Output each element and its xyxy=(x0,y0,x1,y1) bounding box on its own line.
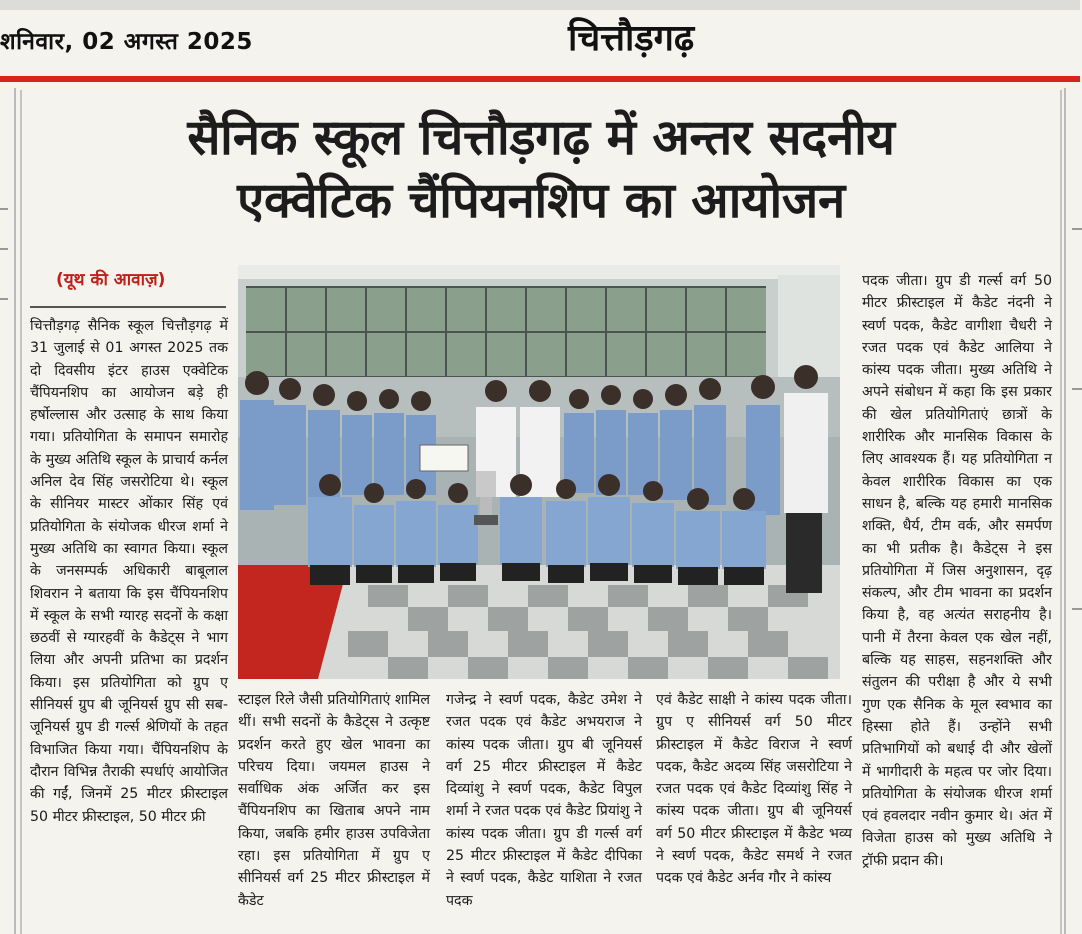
article-column-1: चित्तौड़गढ़ सैनिक स्कूल चित्तौड़गढ़ में 31 जुलाई से 01 अगस्त 2025 तक दो दिवसीय इंटर हाउस एक्वेटिक चैंपियनशिप का आयोजन बड़े ही हर्षोल्लास और उत्साह के साथ किया गया। प्रतियोगिता के समापन समारोह के मुख्य अतिथि स्कूल के प्राचार्य कर्नल अनिल देव सिंह जसरोटिया थे। स्कूल के सीनियर मास्टर ओंकार सिंह एवं प्रतियोगिता के संयोजक धीरज शर्मा ने मुख्य अतिथि का स्वागत किया। स्कूल के जनसम्पर्क अधिकारी बाबूलाल शिवरान ने बताया कि इस चैंपियनशिप में स्कूल के सभी ग्यारह सदनों के कक्षा छठवीं से ग्यारहवीं के कैडेट्स ने भाग लिया और अपनी प्रतिभा का प्रदर्शन किया। इस प्रतियोगिता को ग्रुप ए सीनियर्स ग्रुप बी जूनियर्स ग्रुप सी सब-जूनियर्स ग्रुप डी गर्ल्स श्रेणियों के तहत विभाजित किया गया। चैंपियनशिप के दौरान विभिन्न तैराकी स्पर्धाएं आयोजित की गईं, जिनमें 25 मीटर फ्रीस्टाइल 50 मीटर फ्रीस्टाइल, 50 मीटर फ्री xyxy=(30,318,233,825)
article-column-4: एवं कैडेट साक्षी ने कांस्य पदक जीता। ग्रुप ए सीनियर्स वर्ग 50 मीटर फ्रीस्टाइल में कैडेट विराज ने स्वर्ण पदक, कैडेट अदव्य सिंह जसरोटिया ने रजत पदक एवं कैडेट दिव्यांशु सिंह ने कांस्य पदक जीता। ग्रुप बी जूनियर्स वर्ग 50 मीटर फ्रीस्टाइल में कैडेट भव्य ने स्वर्ण पदक, कैडेट समर्थ ने रजत पदक एवं कैडेट अर्नव गौर ने कांस्य xyxy=(656,692,857,887)
source-rule xyxy=(30,306,226,308)
article-column-2: स्टाइल रिले जैसी प्रतियोगिताएं शामिल थीं। सभी सदनों के कैडेट्स ने उत्कृष्ट प्रदर्शन करते हुए खेल भावना का परिचय दिया। जयमल हाउस ने सर्वाधिक अंक अर्जित कर इस चैंपियनशिप का खिताब अपने नाम किया, जबकि हमीर हाउस उपविजेता रहा। इस प्रतियोगिता में ग्रुप ए सीनियर्स वर्ग 25 मीटर फ्रीस्टाइल में कैडेट xyxy=(238,692,435,909)
headline-line-1: सैनिक स्कूल चित्तौड़गढ़ में अन्तर सदनीय xyxy=(187,109,895,166)
article-column-5: पदक जीता। ग्रुप डी गर्ल्स वर्ग 50 मीटर फ्रीस्टाइल में कैडेट नंदनी ने स्वर्ण पदक, कैडेट वागीशा चैधरी ने रजत पदक एवं कैडेट आलिया ने कांस्य पदक जीता। मुख्य अतिथि ने अपने संबोधन में कहा कि इस प्रकार की खेल प्रतियोगिताएं छात्रों के शारीरिक और मानसिक विकास के लिए आवश्यक हैं। यह प्रतियोगिता न केवल शारीरिक विकास का एक साधन है, बल्कि यह हमारी मानसिक शक्ति, धैर्य, टीम वर्क, और समर्पण का भी प्रतीक है। कैडेट्स ने इस प्रतियोगिता में जिस अनुशासन, दृढ़ संकल्प, और टीम भावना का प्रदर्शन किया है, वह अत्यंत सराहनीय है। पानी में तैरना केवल एक खेल नहीं, बल्कि यह साहस, सहनशक्ति और संतुलन की परीक्षा है और ये सभी गुण एक सैनिक के मूल स्वभाव का हिस्सा होते हैं। उन्होंने सभी प्रतिभागियों को बधाई दी और खेलों में भागीदारी के महत्व पर जोर दिया। प्रतियोगिता के संयोजक धीरज शर्मा एवं हवलदार नवीन कुमार थे। अंत में विजेता हाउस को मुख्य अतिथि ने ट्रॉफी प्रदान की। xyxy=(862,273,1057,869)
edition-city: चित्तौड़गढ़ xyxy=(568,18,695,59)
team-photo-illustration xyxy=(238,265,840,679)
issue-date: शनिवार, 02 अगस्त 2025 xyxy=(0,29,253,55)
header-red-rule xyxy=(0,76,1080,82)
article-source: (यूथ की आवाज़) xyxy=(56,270,166,290)
adjacent-column-right xyxy=(1064,88,1082,934)
article-column-3: गजेन्द्र ने स्वर्ण पदक, कैडेट उमेश ने रजत पदक एवं कैडेट अभयराज ने कांस्य पदक जीता। ग्रुप बी जूनियर्स वर्ग 25 मीटर फ्रीस्टाइल में कैडेट दिव्यांशु ने स्वर्ण पदक, कैडेट विपुल शर्मा ने रजत पदक एवं कैडेट प्रियांशु ने कांस्य पदक जीता। ग्रुप डी गर्ल्स वर्ग 25 मीटर फ्रीस्टाइल में कैडेट दीपिका ने स्वर्ण पदक, कैडेट याशिता ने रजत पदक xyxy=(446,692,647,909)
headline-line-2: एक्वेटिक चैंपियनशिप का आयोजन xyxy=(237,172,845,229)
news-article xyxy=(20,90,1062,934)
article-photo xyxy=(238,265,840,679)
page-top-strip xyxy=(0,0,1080,10)
adjacent-column-left xyxy=(0,88,16,934)
article-headline xyxy=(30,106,1052,232)
